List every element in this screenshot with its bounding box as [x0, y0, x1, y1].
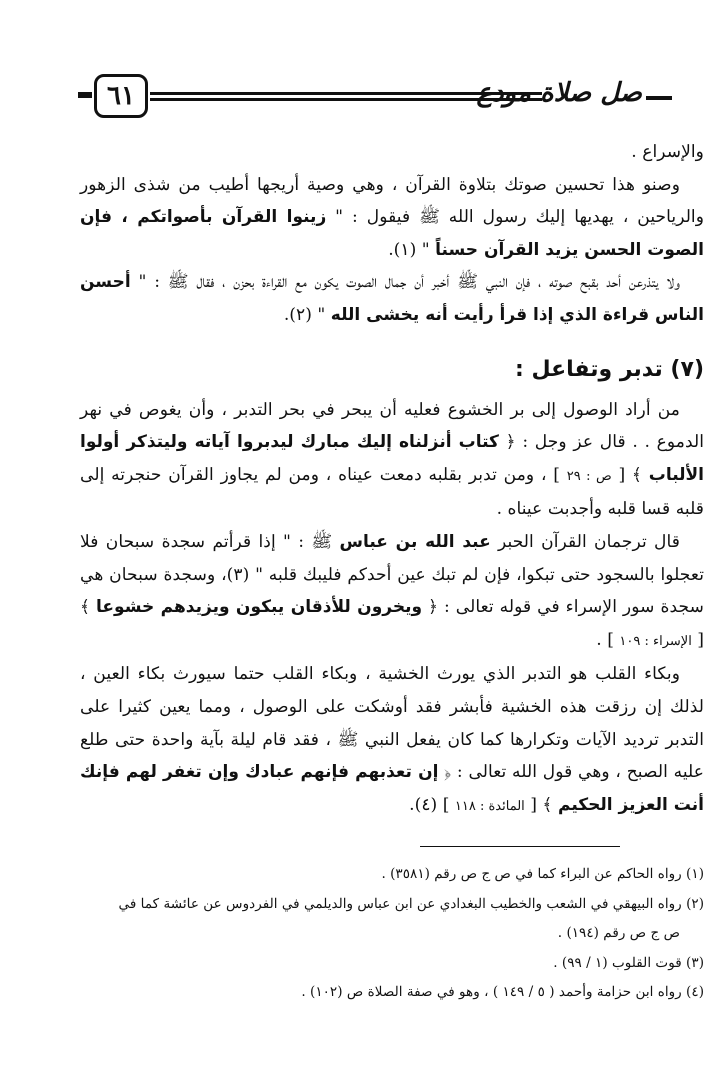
footnote-separator [420, 846, 620, 847]
quran-verse: كتاب أنزلناه إليك مبارك ليدبروا آياته وليتذكر أولوا الألباب [80, 432, 705, 485]
text: من أراد الوصول إلى بر الخشوع فعليه أن يبحر في بحر التدبر ، وأن يغوص في نهر الدموع . . قال عز وجل : ﴿ [80, 399, 704, 453]
paragraph-2 [80, 266, 704, 331]
paragraph-0 [80, 136, 704, 169]
text: قال ترجمان القرآن الحبر [498, 531, 681, 552]
page-body [80, 136, 704, 823]
header-dash [646, 96, 672, 100]
text: ] . [596, 629, 614, 650]
verse-citation: الإسراء : ١٠٩ [619, 633, 692, 649]
verse-citation: المائدة : ١١٨ [454, 798, 525, 814]
footnote-2-continued: ص ج ص رقم (١٩٤) . [557, 925, 680, 941]
page-number: ٦١ [94, 74, 148, 118]
section-heading: (٧) تدبر وتفاعل : [515, 356, 704, 382]
footnotes [80, 860, 704, 1008]
paragraph-1 [80, 169, 704, 267]
footnote-ref: " (١). [388, 239, 430, 260]
quran-verse: إن تعذبهم فإنهم عبادك وإن تغفر لهم فإنك أنت العزيز الحكيم [80, 762, 704, 815]
hadith-quote: زينوا القرآن بأصواتكم ، فإن الصوت الحسن يزيد القرآن حسناً [80, 207, 704, 260]
footnote-4: (٤) رواه ابن حزامة وأحمد ( ٥ / ١٤٩ ) ، وهو في صفة الصلاة ص (١٠٢) . [301, 984, 704, 1000]
narrator-name: عبد الله بن عباس [339, 531, 491, 552]
hadith-quote: أحسن الناس قراءة الذي إذا قرأ رأيت أنه يخشى الله [80, 272, 704, 325]
text: ﴾ [ [618, 464, 642, 485]
footnote-ref: " (٢). [283, 304, 326, 325]
header-tick [78, 92, 92, 98]
book-title: صل صلاة مودع [476, 78, 642, 108]
text: ] ، ومن تدبر بقلبه دمعت عيناه ، ومن لم يجاوز القرآن حنجرته إلى قلبه قسا قلبه وأجدبت عيناه . [80, 464, 704, 520]
text: وصنو هذا تحسين صوتك بتلاوة القرآن ، وهي وصية أريجها أطيب من شذى الزهور والرياحين ، يهديها إليك رسول الله ﷺ فيقول : " [80, 174, 705, 228]
footnote-2: (٢) رواه البيهقي في الشعب والخطيب البغدادي عن ابن عباس والديلمي في الفردوس عن عائشة كما في [118, 895, 704, 912]
page-header [78, 70, 672, 132]
paragraph-3 [80, 394, 704, 526]
paragraph-4 [80, 526, 704, 658]
quran-verse: ويخرون للأذقان يبكون ويزيدهم خشوعا [96, 597, 423, 618]
text: ﷺ : " إذا قرأتم سجدة سبحان فلا تعجلوا بالسجود حتى تبكوا، فإن لم تبك عين أحدكم فليبك قلبه " (٣)، وسجدة سبحان هي سجدة سور الإسراء في قوله تعالى : ﴿ [80, 531, 704, 618]
text: ولا يتذرعن أحد بقبح صوته ، فإن النبي ﷺ أخبر أن جمال الصوت يكون مع القراءة بحزن ، فقال ﷺ : " [138, 272, 680, 293]
text: ] (٤). [409, 794, 450, 815]
text: والإسراع . [631, 142, 704, 162]
text: وبكاء القلب هو التدبر الذي يورث الخشية ، وبكاء القلب حتما سيورث بكاء العين ، لذلك إن رزقت هذه الخشية فأبشر فقد أوشكت على الوصول ، ومما يعين كثيرا على التدبر ترديد الآيات وتكرارها كما كان يفعل النبي ﷺ ، فقد قام ليلة بآية واحدة حتى طلع عليه الصبح ، وهي قول الله تعالى : ﴿ [80, 664, 704, 783]
text: ﴾ [ [530, 794, 553, 815]
verse-citation: ص : ٢٩ [566, 468, 612, 484]
paragraph-5 [80, 658, 704, 823]
footnote-3: (٣) قوت القلوب (١ / ٩٩) . [553, 954, 704, 971]
text: ﴾ [ [80, 597, 704, 650]
footnote-1: (١) رواه الحاكم عن البراء كما في ص ج ص رقم (٣٥٨١) . [381, 866, 704, 882]
